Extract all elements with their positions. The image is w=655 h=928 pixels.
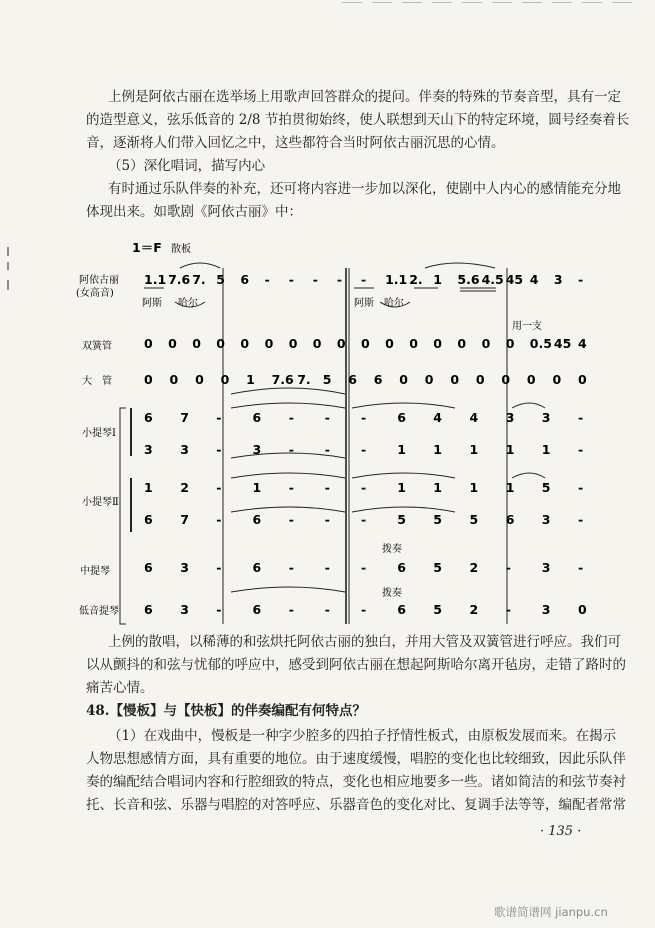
- note-v2b: -: [216, 512, 222, 527]
- note-bass: -: [505, 602, 511, 617]
- note-voice: -: [264, 272, 270, 287]
- note-oboe: 0: [144, 336, 153, 351]
- note-v2b: -: [324, 512, 331, 527]
- note-bassoon: 0: [195, 372, 204, 387]
- tempo-marking: 散板: [171, 244, 191, 255]
- note-viola: -: [578, 560, 584, 575]
- note-bassoon: 0: [578, 372, 587, 387]
- note-voice: 45: [505, 272, 524, 287]
- note-bassoon: 0: [450, 372, 460, 387]
- note-viola: 6: [144, 560, 153, 575]
- note-v1a: 7: [180, 410, 189, 425]
- note-bass: 6: [144, 602, 153, 617]
- note-oboe: 0: [481, 336, 491, 351]
- note-oboe: 0: [409, 336, 418, 351]
- note-v2b: -: [361, 512, 367, 527]
- label-bass: 低音提琴: [79, 606, 119, 617]
- note-viola: -: [361, 560, 367, 575]
- note-voice: -: [361, 272, 367, 287]
- note-oboe: 0: [457, 336, 467, 351]
- note-v1a: -: [324, 410, 331, 425]
- note-v2b: 6: [252, 512, 262, 527]
- note-bass: -: [288, 602, 294, 617]
- note-bass: 0: [578, 602, 587, 617]
- note-v2a: 1: [397, 480, 406, 495]
- label-voice-sub: (女高音): [76, 288, 114, 299]
- note-bass: 6: [397, 602, 406, 617]
- annotation: 拨奏: [382, 588, 402, 599]
- note-v1b: -: [361, 442, 367, 457]
- note-v2b: 3: [541, 512, 551, 527]
- lyric: 哈尔: [178, 298, 198, 309]
- note-v1b: -: [216, 442, 222, 457]
- note-bassoon: 6: [348, 372, 357, 387]
- note-v1a: -: [216, 410, 222, 425]
- note-v1b: -: [578, 442, 584, 457]
- note-viola: 3: [180, 560, 189, 575]
- note-v1b: -: [288, 442, 294, 457]
- note-bassoon: 0: [526, 372, 536, 387]
- note-bassoon: 0: [169, 372, 179, 387]
- paragraph-line: 体现出来。如歌剧《阿依古丽》中：: [86, 204, 302, 220]
- note-bassoon: 6: [373, 372, 383, 387]
- label-oboe: 双簧管: [82, 341, 112, 352]
- note-v1b: 1: [433, 442, 443, 457]
- paragraph-line: 以从颤抖的和弦与忧郁的呼应中，感受到阿依古丽在想起阿斯哈尔离开毡房，走错了路时的: [86, 657, 626, 673]
- note-bassoon: 0: [552, 372, 562, 387]
- note-v1a: 6: [252, 410, 262, 425]
- paragraph-line: 上例是阿依古丽在选举场上用歌声回答群众的提问。伴奏的特殊的节奏音型，具有一定: [108, 89, 621, 105]
- note-v2a: 1: [252, 480, 262, 495]
- watermark: 歌谱简谱网 jianpu.cn: [494, 905, 608, 919]
- note-v1a: 3: [541, 410, 551, 425]
- note-bass: 2: [469, 602, 479, 617]
- note-viola: 3: [541, 560, 551, 575]
- note-v2a: 1: [144, 480, 153, 495]
- note-viola: -: [216, 560, 222, 575]
- note-oboe: 45: [553, 336, 572, 351]
- slur: [180, 263, 220, 268]
- note-bassoon: 7.: [297, 372, 311, 387]
- note-oboe: 0.5: [529, 336, 552, 351]
- tie: [352, 473, 455, 478]
- note-v1a: 3: [505, 410, 515, 425]
- note-oboe: 0: [240, 336, 250, 351]
- note-v2a: 5: [541, 480, 551, 495]
- annotation: 用一支: [512, 321, 542, 332]
- note-viola: 6: [397, 560, 406, 575]
- note-voice: -: [288, 272, 294, 287]
- lyric: 阿斯: [354, 298, 374, 309]
- note-voice: 5.6: [457, 272, 480, 287]
- note-bassoon: 0: [501, 372, 511, 387]
- note-v1b: 3: [252, 442, 262, 457]
- paragraph-line: （1）在戏曲中，慢板是一种字少腔多的四拍子抒情性板式，由原板发展而来。在揭示: [108, 728, 617, 744]
- note-oboe: 0: [168, 336, 177, 351]
- paragraph-line: 有时通过乐队伴奏的补充，还可将内容进一步加以深化，使剧中人内心的感情能充分地: [108, 181, 621, 197]
- note-v1b: 3: [144, 442, 153, 457]
- annotation: 拨奏: [382, 544, 402, 555]
- note-v2b: -: [578, 512, 584, 527]
- label-voice: 阿依古丽: [79, 275, 119, 286]
- paragraph-line: 的造型意义，弦乐低音的 2/8 节拍贯彻始终，使人联想到天山下的特定环境，圆号经奏着长: [86, 112, 630, 128]
- note-oboe: 0: [192, 336, 201, 351]
- note-viola: 2: [469, 560, 479, 575]
- tie: [231, 388, 345, 394]
- note-v1a: -: [578, 410, 584, 425]
- note-bassoon: 0: [399, 372, 409, 387]
- note-bassoon: 1: [246, 372, 255, 387]
- note-voice: 4.5: [481, 272, 504, 287]
- page-number: · 135 ·: [540, 824, 582, 839]
- note-bass: 5: [433, 602, 443, 617]
- note-voice: 1.1: [385, 272, 408, 287]
- note-voice: 2.: [409, 272, 423, 287]
- note-bass: -: [216, 602, 222, 617]
- lyric: 哈尔: [384, 298, 404, 309]
- note-bass: 3: [541, 602, 551, 617]
- note-v1a: 6: [397, 410, 406, 425]
- note-v1b: 3: [180, 442, 189, 457]
- note-voice: 7.6: [168, 272, 191, 287]
- tie: [512, 473, 545, 478]
- note-v2a: 1: [433, 480, 443, 495]
- note-v1a: -: [361, 410, 367, 425]
- note-v1a: -: [288, 410, 294, 425]
- note-v1b: 1: [469, 442, 479, 457]
- note-oboe: 0: [385, 336, 394, 351]
- note-v2b: 5: [397, 512, 406, 527]
- note-oboe: 0: [505, 336, 515, 351]
- label-violin2: 小提琴Ⅱ: [82, 497, 119, 508]
- note-bassoon: 0: [475, 372, 485, 387]
- note-v2a: 1: [505, 480, 515, 495]
- note-bassoon: 0: [424, 372, 434, 387]
- note-v2b: 6: [144, 512, 153, 527]
- note-v2a: -: [578, 480, 584, 495]
- note-voice: -: [578, 272, 584, 287]
- tie: [231, 473, 345, 478]
- note-v2a: 1: [469, 480, 479, 495]
- note-v2a: -: [361, 480, 367, 495]
- note-oboe: 0: [216, 336, 226, 351]
- note-v1a: 4: [469, 410, 479, 425]
- tie: [352, 403, 455, 408]
- note-voice: 7.: [192, 272, 206, 287]
- note-viola: 6: [252, 560, 262, 575]
- note-v1b: 1: [397, 442, 406, 457]
- note-oboe: 0: [288, 336, 298, 351]
- note-viola: -: [324, 560, 331, 575]
- note-voice: 6: [240, 272, 250, 287]
- note-oboe: 0: [433, 336, 443, 351]
- note-bass: 6: [252, 602, 262, 617]
- note-bass: -: [324, 602, 331, 617]
- note-voice: 5: [216, 272, 226, 287]
- note-v1a: 6: [144, 410, 153, 425]
- note-v2b: 7: [180, 512, 189, 527]
- note-voice: 3: [553, 272, 563, 287]
- note-oboe: 0: [336, 336, 346, 351]
- label-bassoon: 大 管: [82, 376, 112, 387]
- note-oboe: 0: [312, 336, 322, 351]
- note-viola: -: [288, 560, 294, 575]
- note-bassoon: 0: [220, 372, 230, 387]
- note-voice: -: [336, 272, 343, 287]
- tie: [231, 587, 345, 592]
- section-heading: （5）深化唱词，描写内心: [108, 158, 266, 174]
- note-viola: -: [505, 560, 511, 575]
- key-signature: 1＝F: [132, 240, 162, 255]
- lyric: 阿斯: [142, 298, 162, 309]
- slur: [425, 263, 495, 268]
- note-v2a: -: [288, 480, 294, 495]
- note-v2b: -: [288, 512, 294, 527]
- note-voice: -: [312, 272, 319, 287]
- paragraph-line: 人物思想感情方面，具有重要的地位。由于速度缓慢，唱腔的变化也比较细致，因此乐队伴: [86, 751, 626, 767]
- tie: [512, 403, 545, 408]
- note-bass: 3: [180, 602, 189, 617]
- paragraph-line: 上例的散唱，以稀薄的和弦烘托阿依古丽的独白，并用大管及双簧管进行呼应。我们可: [108, 634, 621, 650]
- note-bassoon: 7.6: [271, 372, 294, 387]
- note-v2a: -: [324, 480, 331, 495]
- paragraph-line: 痛苦心情。: [86, 680, 154, 696]
- note-bassoon: 5: [322, 372, 332, 387]
- note-v1b: 1: [541, 442, 551, 457]
- note-oboe: 4: [578, 336, 587, 351]
- note-v2a: 2: [180, 480, 189, 495]
- note-viola: 5: [433, 560, 443, 575]
- note-v2b: 5: [469, 512, 479, 527]
- note-voice: 1.1: [144, 272, 167, 287]
- note-v2b: 6: [505, 512, 515, 527]
- note-voice: 4: [529, 272, 539, 287]
- strings-brace: [120, 408, 126, 624]
- tie: [231, 403, 345, 408]
- note-v1a: 4: [433, 410, 443, 425]
- section-heading: 48.【慢板】与【快板】的伴奏编配有何特点？: [86, 703, 366, 719]
- label-violin1: 小提琴Ⅰ: [82, 428, 116, 439]
- paragraph-line: 奏的编配结合唱词内容和行腔细致的特点，变化也相应地要多一些。诸如简洁的和弦节奏衬: [86, 774, 626, 790]
- note-voice: 1: [433, 272, 443, 287]
- note-bass: -: [361, 602, 367, 617]
- note-v1b: -: [324, 442, 331, 457]
- label-viola: 中提琴: [80, 566, 110, 577]
- paragraph-line: 音，逐渐将人们带入回忆之中，这些都符合当时阿依古丽沉思的心情。: [86, 135, 505, 151]
- note-bassoon: 0: [144, 372, 153, 387]
- note-v2b: 5: [433, 512, 443, 527]
- note-oboe: 0: [361, 336, 370, 351]
- paragraph-line: 托、长音和弦、乐器与唱腔的对答呼应、乐器音色的变化对比、复调手法等等，编配者常常: [86, 797, 626, 813]
- note-v1b: 1: [505, 442, 515, 457]
- note-v2a: -: [216, 480, 222, 495]
- note-oboe: 0: [264, 336, 274, 351]
